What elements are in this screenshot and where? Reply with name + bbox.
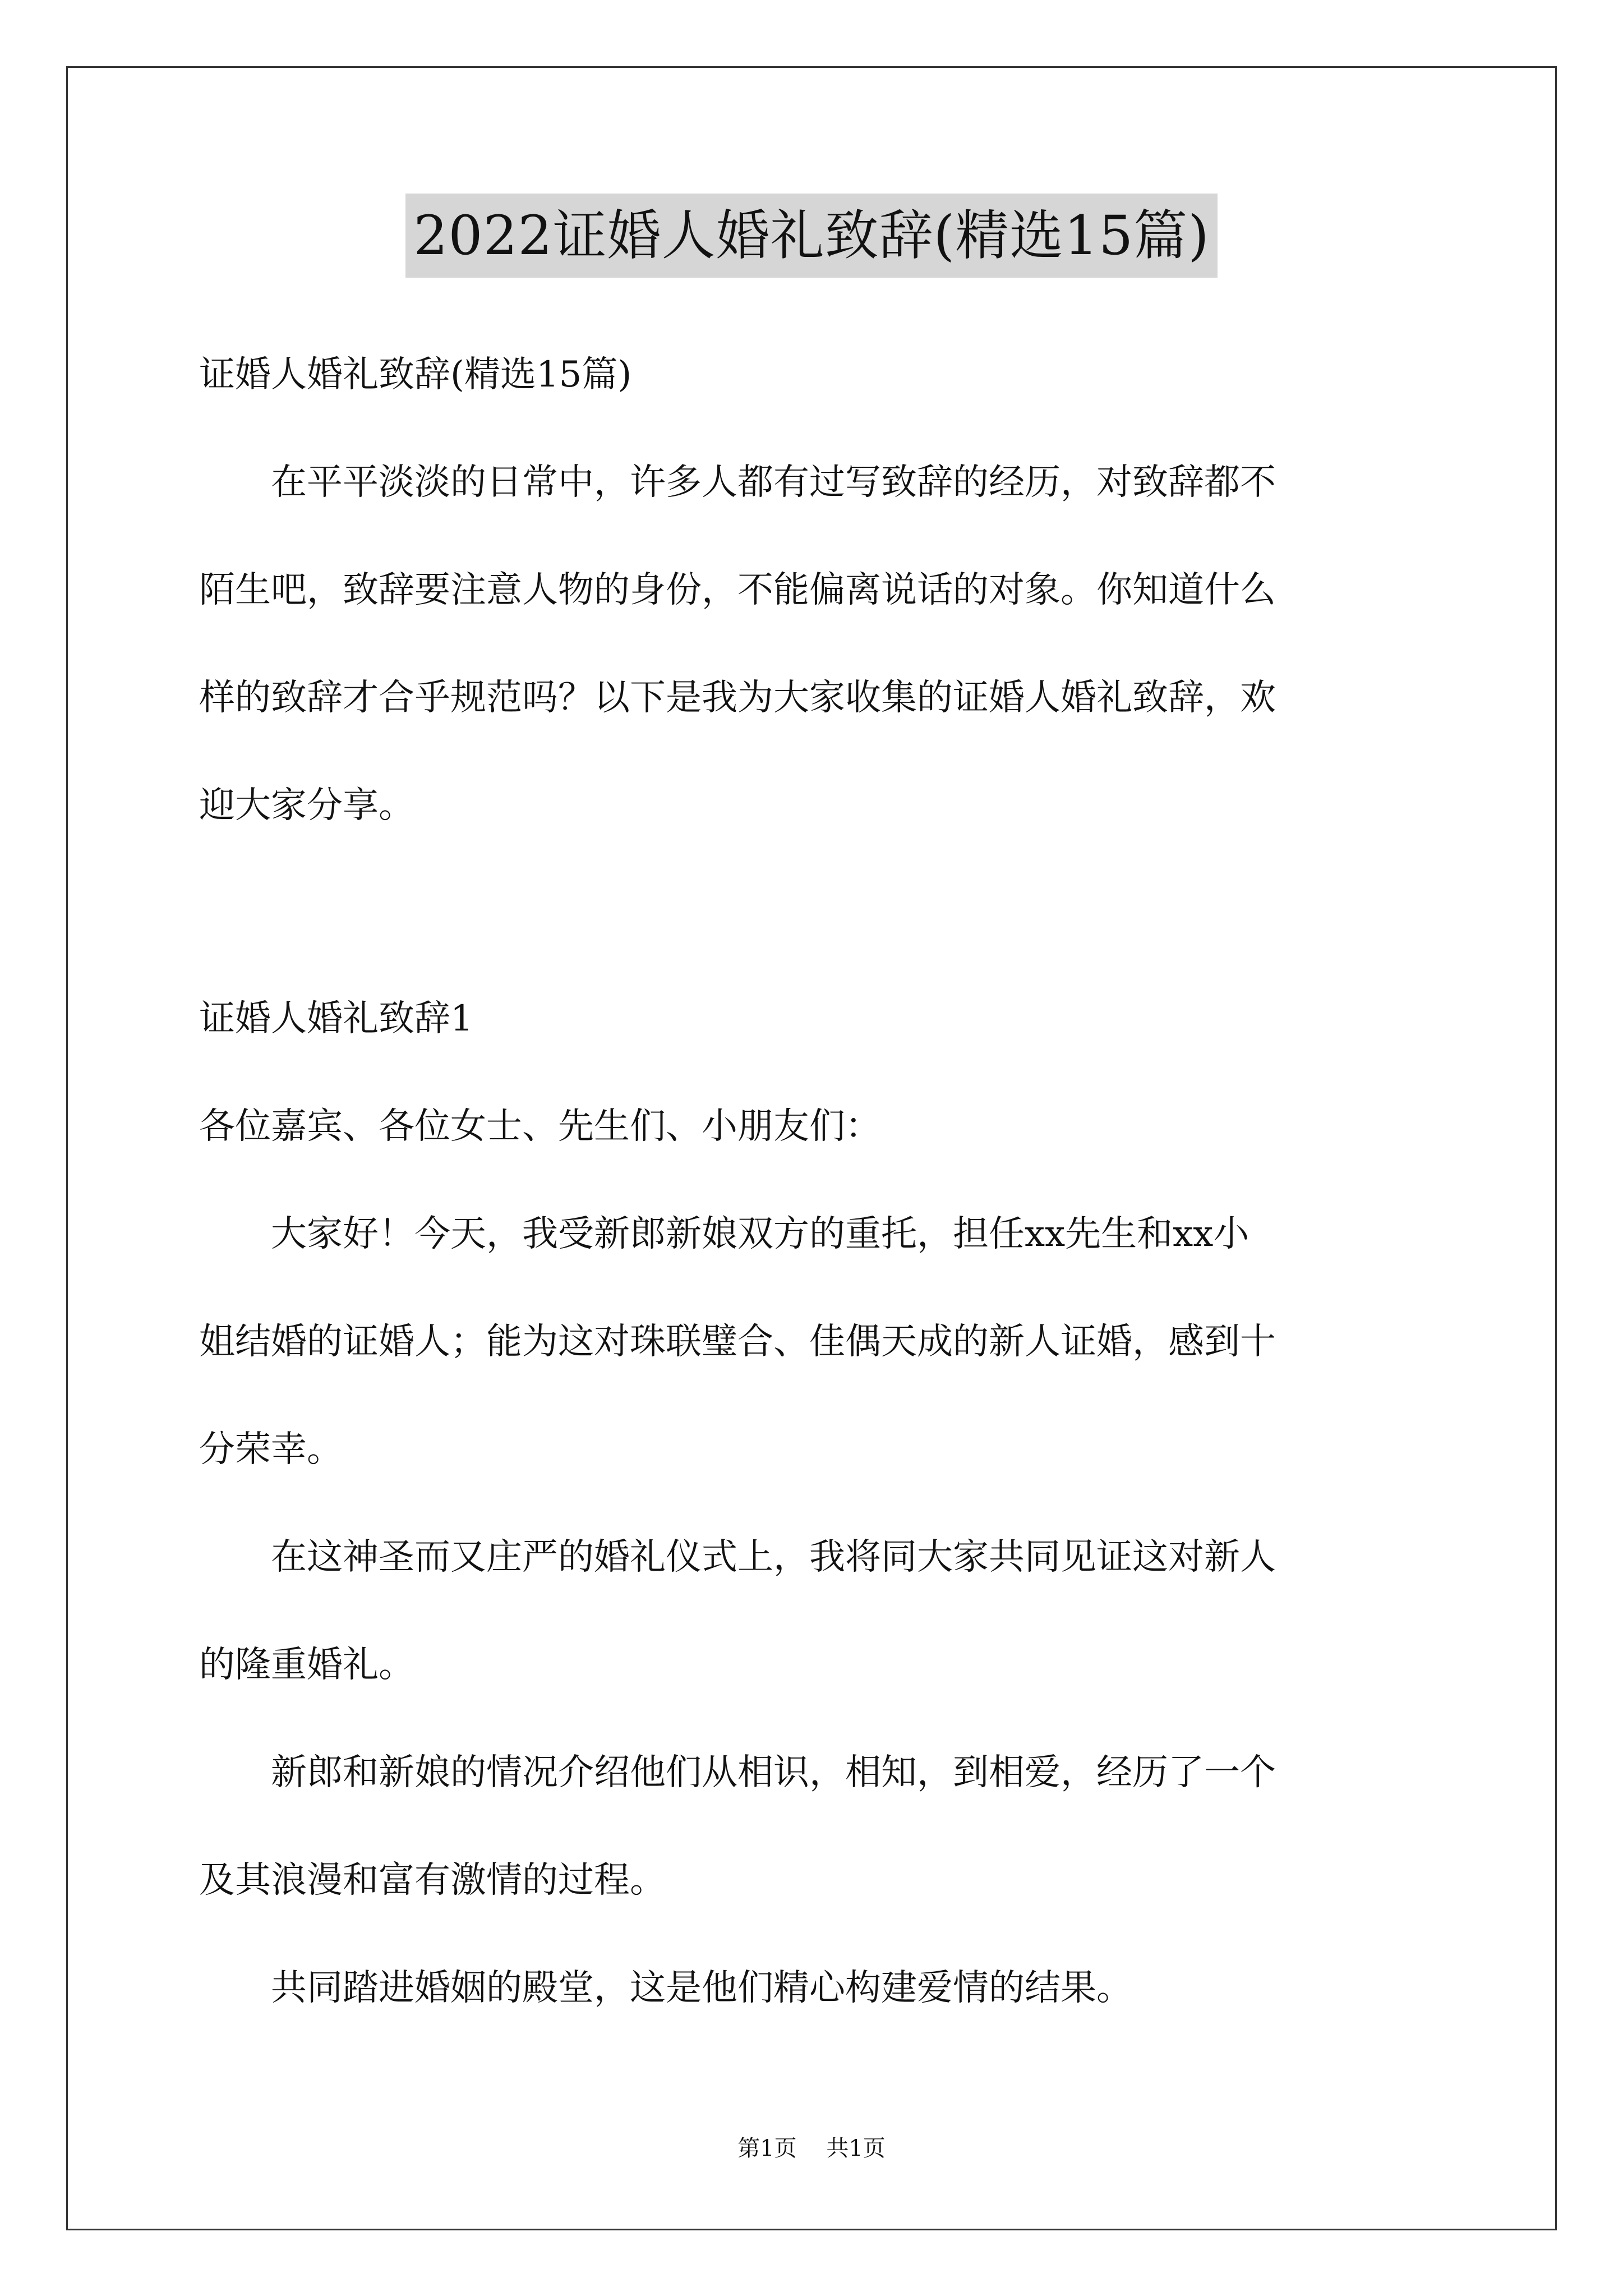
document-title: 2022证婚人婚礼致辞(精选15篇) (405, 194, 1217, 278)
page-number-total: 共1页 (826, 2136, 886, 2161)
page-number-current: 第1页 (737, 2136, 797, 2161)
paragraph-line: 的隆重婚礼。 (199, 1644, 414, 1686)
paragraph-4 (199, 1961, 1433, 2015)
paragraph-line: 姐结婚的证婚人；能为这对珠联璧合、佳偶天成的新人证婚，感到十 (199, 1321, 1276, 1363)
paragraph-line: 及其浪漫和富有激情的过程。 (199, 1860, 666, 1901)
paragraph-3 (199, 1746, 1433, 1907)
salutation: 各位嘉宾、各位女士、先生们、小朋友们： (199, 1106, 881, 1147)
paragraph-2 (199, 1530, 1433, 1692)
paragraph-line: 共同踏进婚姻的殿堂，这是他们精心构建爱情的结果。 (199, 1967, 1132, 2009)
intro-line: 在平平淡淡的日常中，许多人都有过写致辞的经历，对致辞都不 (199, 462, 1276, 503)
intro-line: 样的致辞才合乎规范吗？以下是我为大家收集的证婚人婚礼致辞，欢 (199, 677, 1276, 719)
title-container (0, 194, 1623, 278)
page-footer (0, 2132, 1623, 2165)
intro-line: 陌生吧，致辞要注意人物的身份，不能偏离说话的对象。你知道什么 (199, 569, 1276, 611)
document-subtitle: 证婚人婚礼致辞(精选15篇) (199, 354, 632, 395)
paragraph-line: 大家好！今天，我受新郎新娘双方的重托，担任xx先生和xx小 (199, 1213, 1249, 1255)
paragraph-line: 新郎和新娘的情况介绍他们从相识，相知，到相爱，经历了一个 (199, 1752, 1276, 1793)
intro-line: 迎大家分享。 (199, 785, 414, 826)
paragraph-line: 在这神圣而又庄严的婚礼仪式上，我将同大家共同见证这对新人 (199, 1536, 1276, 1578)
paragraph-1 (199, 1207, 1433, 1476)
section-heading: 证婚人婚礼致辞1 (199, 998, 473, 1039)
paragraph-line: 分荣幸。 (199, 1429, 343, 1470)
document-body (199, 303, 1433, 2015)
intro-paragraph (199, 455, 1433, 832)
